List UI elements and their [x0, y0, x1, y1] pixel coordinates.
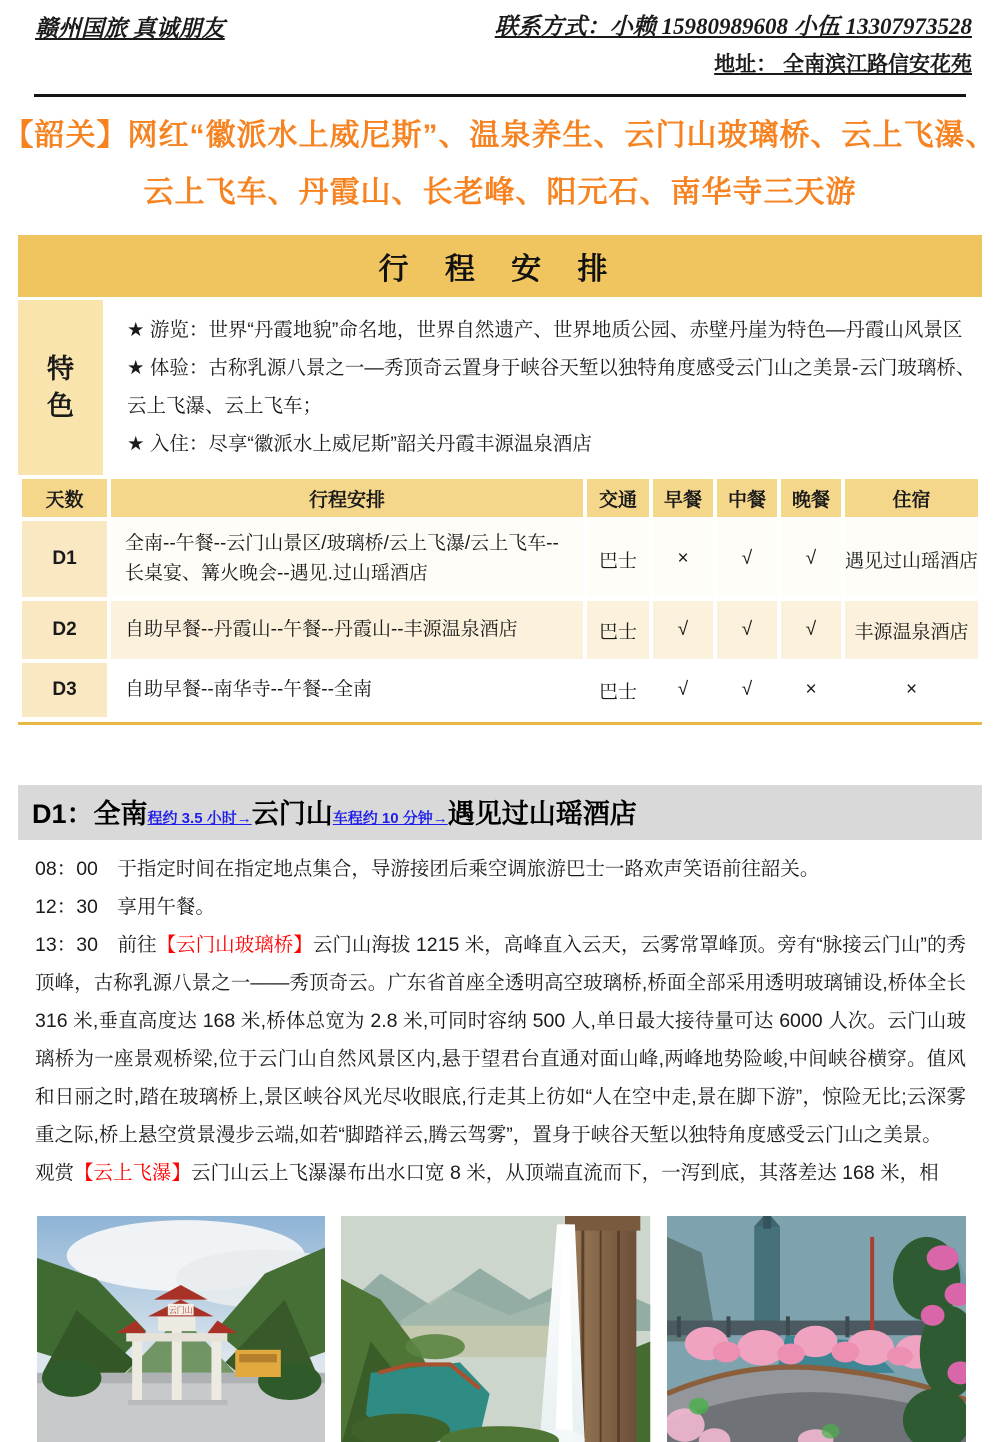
waterfall-highlight: 【云上飞瀑】 [74, 1162, 192, 1184]
waterfall-paragraph: 观赏【云上飞瀑】云门山云上飞瀑瀑布出水口宽 8 米，从顶端直流而下，一泻到底，其落差达 168 米，相 [35, 1162, 939, 1184]
route-end: 遇见过山瑶酒店 [447, 799, 637, 829]
day-label: D2 [22, 601, 107, 659]
table-row-d3 [22, 663, 978, 717]
day1-description [35, 850, 966, 1192]
col-header-lunch: 中餐 [717, 479, 777, 517]
plan-text: 自助早餐--南华寺--午餐--全南 [111, 663, 583, 717]
feature-stay: ★ 入住：尽享“徽派水上威尼斯”韶关丹霞丰源温泉酒店 [127, 433, 592, 455]
route-start: D1：全南 [32, 799, 148, 829]
agency-brand: 赣州国旅 真诚朋友 [35, 16, 225, 41]
document-header [35, 8, 972, 78]
cloud-waterfall-photo [341, 1216, 650, 1442]
schedule-item-1230: 12：30 享用午餐。 [35, 896, 215, 918]
hotel-value: 丰源温泉酒店 [845, 601, 978, 659]
scenery-photos [37, 1216, 966, 1442]
transport-value: 巴士 [587, 663, 649, 717]
schedule-table [18, 475, 982, 721]
col-header-transport: 交通 [587, 479, 649, 517]
itinerary-banner: 行 程 安 排 [18, 235, 982, 297]
col-header-hotel: 住宿 [845, 479, 978, 517]
col-header-plan: 行程安排 [111, 479, 583, 517]
svg-text:云门山: 云门山 [168, 1306, 193, 1316]
route-leg2-link[interactable]: 车程约 10 分钟→ [332, 810, 448, 827]
transport-value: 巴士 [587, 521, 649, 597]
lunch-mark: √ [717, 663, 777, 717]
breakfast-mark: √ [653, 663, 713, 717]
yunmenshan-gate-photo [37, 1216, 325, 1442]
route-leg1-link[interactable]: 程约 3.5 小时→ [147, 810, 252, 827]
hotel-value: 遇见过山瑶酒店 [845, 521, 978, 597]
lunch-mark: √ [717, 601, 777, 659]
breakfast-mark: × [653, 521, 713, 597]
table-row-d1 [22, 521, 978, 597]
feature-experience: ★ 体验：古称乳源八景之一—秀顶奇云置身于峡谷天堑以独特角度感受云门山之美景-云门玻璃桥、云上飞瀑、云上飞车； [127, 357, 976, 417]
schedule-header-row [22, 479, 978, 517]
header-divider [34, 94, 966, 97]
hotspring-blossom-photo [667, 1216, 966, 1442]
glass-bridge-paragraph: 13：30 前往【云门山玻璃桥】云门山海拔 1215 米，高峰直入云天，云雾常罩峰顶。旁有“脉接云门山”的秀顶峰，古称乳源八景之一——秀顶奇云。广东省首座全透明高空玻璃桥,桥面全部采用透明玻璃铺设,桥体全长 316 米,垂直高度达 168 米,桥体总宽为 2.8 米,可同时容纳 500 人,单日最大接待量可达 6000 人次。云门山玻璃桥为一座景观桥梁,位于云门山自然风景区内,悬于望君台直通对面山峰,两峰地势险峻,中间峡谷横穿。值风和日丽之时,踏在玻璃桥上,景区峡谷风光尽收眼底,行走其上彷如“人在空中走,景在脚下游”，惊险无比;云深雾重之际,桥上悬空赏景漫步云端,如若“脚踏祥云,腾云驾雾”，置身于峡谷天堑以独特角度感受云门山之美景。 [35, 934, 966, 1146]
plan-text: 自助早餐--丹霞山--午餐--丹霞山--丰源温泉酒店 [111, 601, 583, 659]
transport-value: 巴士 [587, 601, 649, 659]
itinerary-block [18, 235, 982, 725]
col-header-day: 天数 [22, 479, 107, 517]
col-header-breakfast: 早餐 [653, 479, 713, 517]
lunch-mark: √ [717, 521, 777, 597]
col-header-dinner: 晚餐 [781, 479, 841, 517]
features-label: 特色 [47, 354, 74, 421]
features-content [107, 300, 982, 475]
contact-phones: 联系方式：小赖 15980989608 小伍 13307973528 [494, 14, 972, 39]
plan-text: 全南--午餐--云门山景区/玻璃桥/云上飞瀑/云上飞车--长桌宴、篝火晚会--遇见.过山瑶酒店 [111, 521, 583, 597]
blossom-resort-illustration [667, 1216, 966, 1442]
glass-bridge-highlight: 【云门山玻璃桥】 [156, 934, 313, 956]
route-mid: 云门山 [251, 799, 333, 829]
schedule-item-0800: 08：00 于指定时间在指定地点集合，导游接团后乘空调旅游巴士一路欢声笑语前往韶关。 [35, 858, 820, 880]
tour-title-line2: 云上飞车、丹霞山、长老峰、阳元石、南华寺三天游 [143, 176, 857, 209]
dinner-mark: √ [781, 601, 841, 659]
agency-address: 地址： 全南滨江路信安花苑 [714, 53, 972, 76]
hotel-value: × [845, 663, 978, 717]
waterfall-illustration [341, 1216, 650, 1442]
breakfast-mark: √ [653, 601, 713, 659]
day-label: D3 [22, 663, 107, 717]
dinner-mark: √ [781, 521, 841, 597]
table-row-d2 [22, 601, 978, 659]
day1-route-heading [18, 785, 982, 840]
dinner-mark: × [781, 663, 841, 717]
tour-title-line1: 【韶关】网红“徽派水上威尼斯”、温泉养生、云门山玻璃桥、云上飞瀑、 [3, 119, 997, 152]
day-label: D1 [22, 521, 107, 597]
feature-sightseeing: ★ 游览：世界“丹霞地貌”命名地，世界自然遗产、世界地质公园、赤壁丹崖为特色—丹霞山风景区 [127, 319, 963, 341]
table-bottom-border [18, 722, 982, 725]
contact-block [495, 8, 972, 78]
features-label-cell [18, 300, 103, 475]
yunmenshan-gate-illustration [37, 1216, 325, 1442]
features-row [18, 300, 982, 475]
tour-title [0, 107, 1000, 221]
